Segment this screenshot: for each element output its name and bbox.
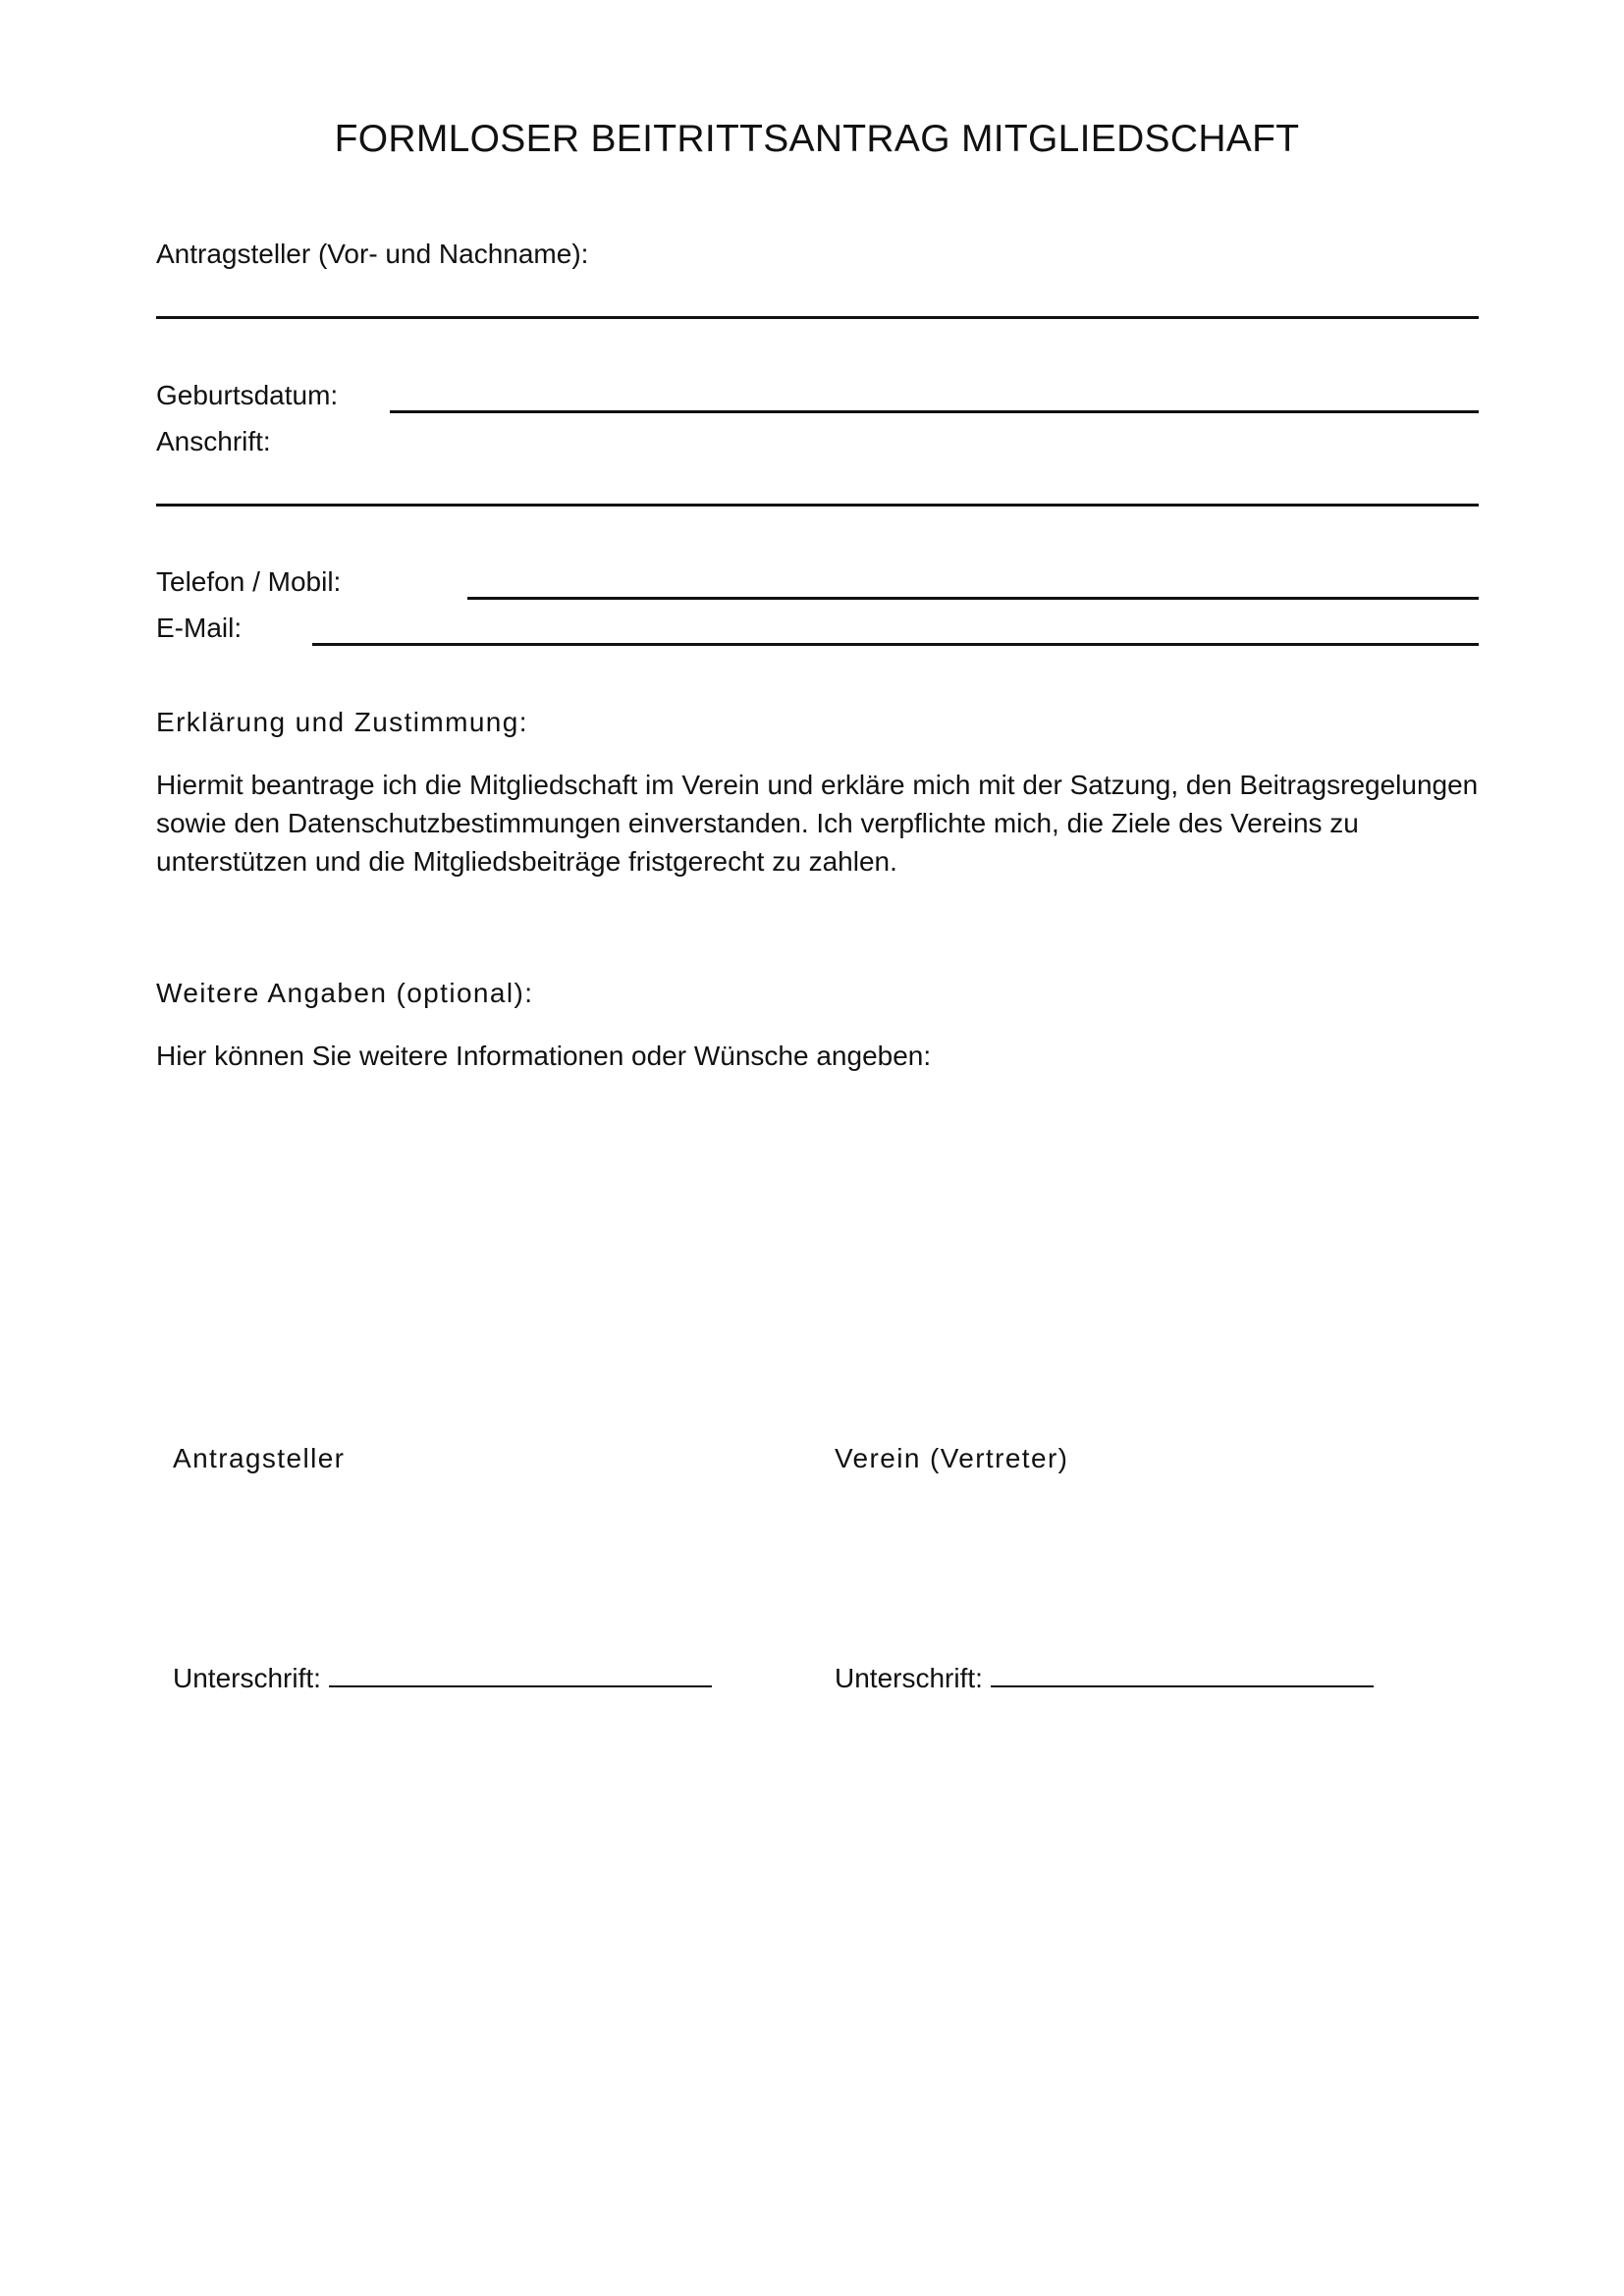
applicant-signature-field[interactable] (173, 1663, 712, 1694)
applicant-name-line[interactable] (156, 316, 1479, 319)
declaration-heading: Erklärung und Zustimmung: (156, 707, 528, 737)
declaration-line: unterstützen und die Mitgliedsbeiträge fristgerecht zu zahlen. (156, 846, 897, 877)
applicant-signature-heading: Antragsteller (173, 1443, 346, 1473)
declaration-line: Hiermit beantrage ich die Mitgliedschaft im Verein und erkläre mich mit der Satzung, den Beitragsregelungen (156, 770, 1479, 800)
birthdate-label: Geburtsdatum: (156, 380, 339, 410)
declaration-line: sowie den Datenschutzbestimmungen einverstanden. Ich verpflichte mich, die Ziele des Vereins zu (156, 808, 1359, 838)
address-line[interactable] (156, 504, 1479, 507)
birthdate-line[interactable] (390, 410, 1479, 413)
applicant-name-label: Antragsteller (Vor- und Nachname): (156, 239, 589, 269)
club-signature-field[interactable] (835, 1663, 1374, 1694)
email-label: E-Mail: (156, 613, 243, 643)
signature-label: Unterschrift: (173, 1663, 321, 1693)
phone-label: Telefon / Mobil: (156, 566, 342, 597)
signature-label: Unterschrift: (835, 1663, 983, 1693)
address-label: Anschrift: (156, 426, 271, 456)
additional-info-prompt: Hier können Sie weitere Informationen oder Wünsche angeben: (156, 1041, 932, 1071)
additional-info-heading: Weitere Angaben (optional): (156, 978, 534, 1008)
email-line[interactable] (312, 643, 1479, 646)
signature-line[interactable] (991, 1664, 1374, 1687)
declaration-text (156, 766, 1491, 881)
document-title: FORMLOSER BEITRITTSANTRAG MITGLIEDSCHAFT (334, 118, 1300, 160)
phone-line[interactable] (467, 597, 1479, 600)
club-representative-signature-heading: Verein (Vertreter) (835, 1443, 1069, 1473)
signature-line[interactable] (329, 1664, 712, 1687)
